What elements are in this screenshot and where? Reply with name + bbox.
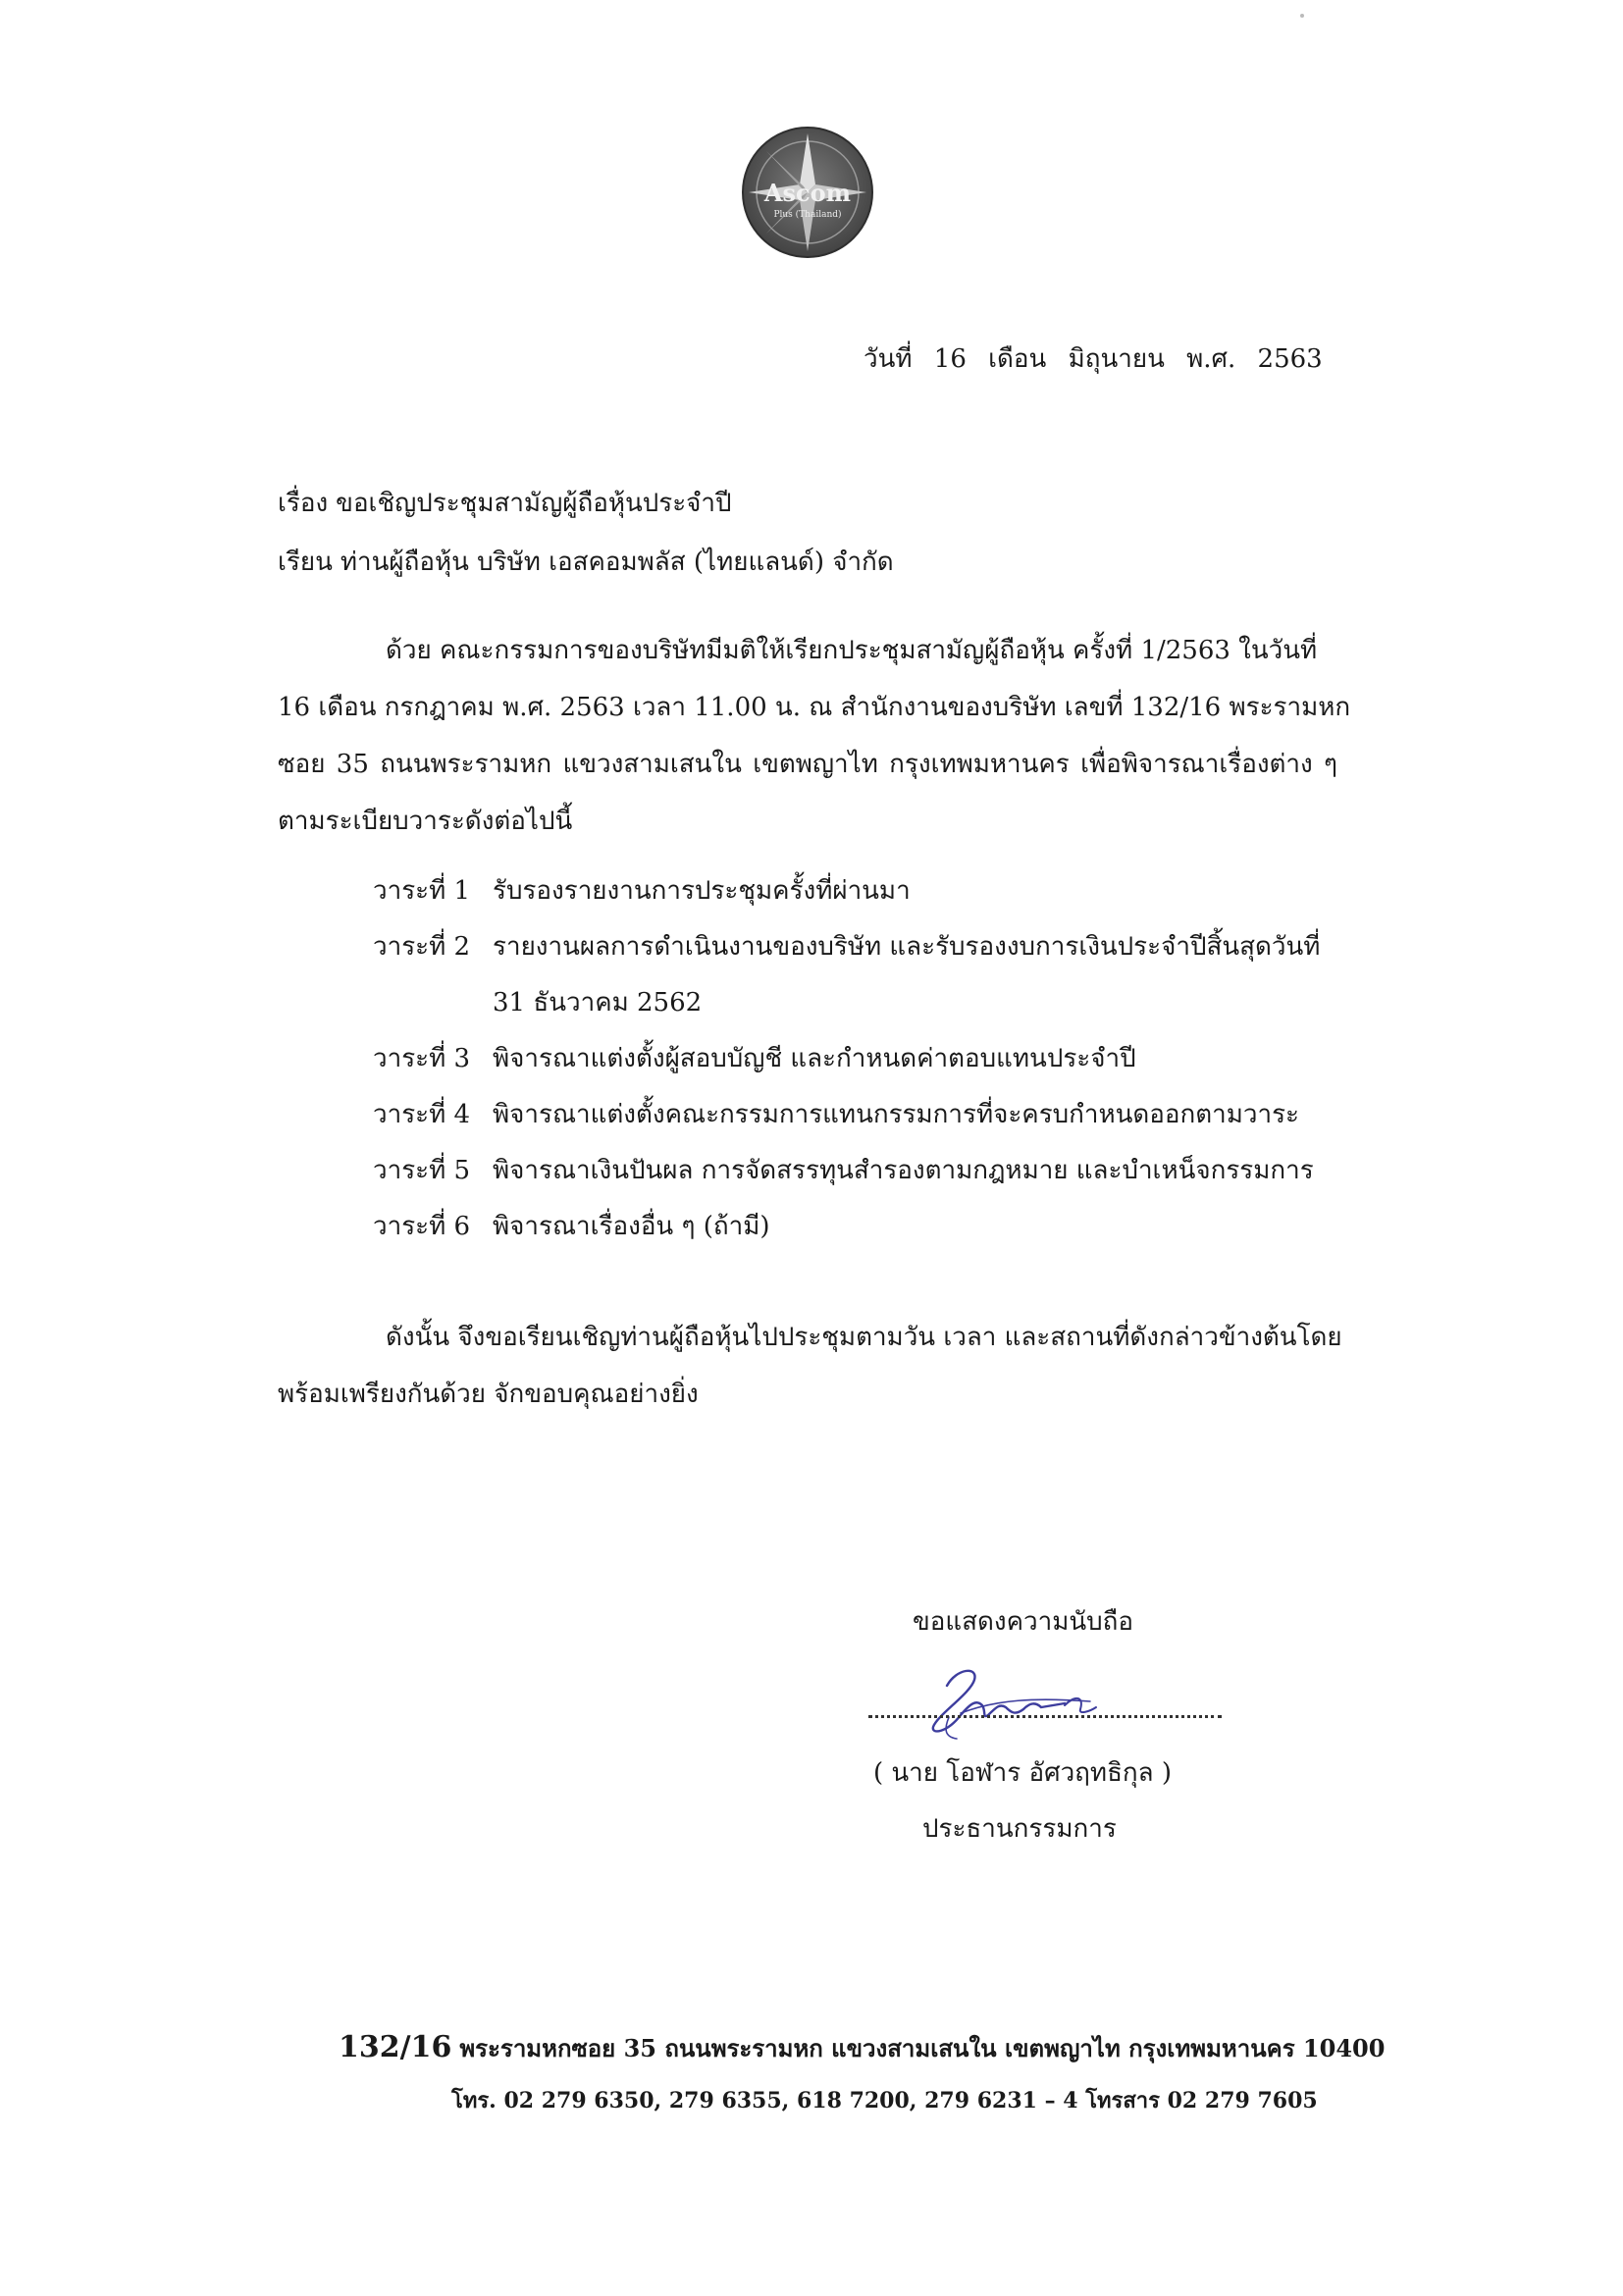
company-logo (741, 126, 874, 259)
date-month-label: เดือน (988, 344, 1047, 374)
agenda-number: วาระที่ 2 (373, 932, 471, 962)
scan-speck (1300, 14, 1304, 18)
closing-salutation: ขอแสดงความนับถือ (913, 1607, 1133, 1637)
date-day: 16 (933, 344, 967, 374)
agenda-item (373, 1087, 1354, 1143)
agenda-text: พิจารณาเงินปันผล การจัดสรรทุนสำรองตามกฎหมาย และบำเหน็จกรรมการ (493, 1156, 1314, 1185)
body-paragraph-1 (278, 622, 1351, 850)
agenda-number: วาระที่ 4 (373, 1100, 471, 1129)
paragraph-line: ดังนั้น จึงขอเรียนเชิญท่านผู้ถือหุ้นไปประชุมตามวัน เวลา และสถานที่ดังกล่าวข้างต้นโดย (386, 1323, 1342, 1352)
agenda-text: พิจารณาแต่งตั้งผู้สอบบัญชี และกำหนดค่าตอบแทนประจำปี (493, 1044, 1136, 1073)
date-year-label: พ.ศ. (1186, 344, 1236, 374)
agenda-item (373, 1143, 1354, 1199)
subject-label: เรื่อง (278, 489, 329, 518)
handwritten-signature (917, 1656, 1124, 1745)
agenda-list (373, 863, 1354, 1255)
agenda-text: รับรองรายงานการประชุมครั้งที่ผ่านมา (493, 876, 911, 906)
agenda-number: วาระที่ 3 (373, 1044, 471, 1073)
logo-text: Ascom (763, 179, 852, 207)
paragraph-line: ซอย 35 ถนนพระรามหก แขวงสามเสนใน เขตพญาไท กรุงเทพมหานคร เพื่อพิจารณาเรื่องต่าง ๆ (278, 750, 1337, 779)
logo-subtext: Plus (Thailand) (773, 210, 842, 220)
agenda-item (373, 1031, 1354, 1087)
footer-address (339, 2029, 1385, 2067)
date-day-label: วันที่ (864, 344, 913, 374)
agenda-text-continuation: 31 ธันวาคม 2562 (493, 988, 703, 1018)
recipient-text: ท่านผู้ถือหุ้น บริษัท เอสคอมพลัส (ไทยแลนด์) จำกัด (340, 548, 894, 577)
recipient-label: เรียน (278, 548, 333, 577)
date-line (864, 339, 1336, 379)
agenda-number: วาระที่ 5 (373, 1156, 471, 1185)
compass-logo-icon (741, 126, 874, 259)
agenda-number: วาระที่ 6 (373, 1212, 471, 1241)
paragraph-line: 16 เดือน กรกฎาคม พ.ศ. 2563 เวลา 11.00 น. ณ สำนักงานของบริษัท เลขที่ 132/16 พระรามหก (278, 693, 1351, 722)
body-paragraph-2 (278, 1309, 1342, 1423)
signer-name: ( นาย โอฬาร อัศวฤทธิกุล ) (873, 1758, 1173, 1788)
agenda-text: รายงานผลการดำเนินงานของบริษัท และรับรองงบการเงินประจำปีสิ้นสุดวันที่ (493, 932, 1321, 962)
recipient-line (278, 542, 894, 582)
signer-title: ประธานกรรมการ (922, 1814, 1117, 1844)
footer-phone: โทร. 02 279 6350, 279 6355, 618 7200, 279 6231 – 4 โทรสาร 02 279 7605 (451, 2088, 1318, 2113)
signature-line (868, 1715, 1222, 1718)
paragraph-line: ด้วย คณะกรรมการของบริษัทมีมติให้เรียกประชุมสามัญผู้ถือหุ้น ครั้งที่ 1/2563 ในวันที่ (386, 636, 1318, 665)
subject-text: ขอเชิญประชุมสามัญผู้ถือหุ้นประจำปี (336, 489, 732, 518)
paragraph-line: พร้อมเพรียงกันด้วย จักขอบคุณอย่างยิ่ง (278, 1380, 699, 1409)
agenda-text: พิจารณาเรื่องอื่น ๆ (ถ้ามี) (493, 1212, 770, 1241)
date-year: 2563 (1257, 344, 1323, 374)
agenda-item (373, 1199, 1354, 1255)
agenda-number: วาระที่ 1 (373, 876, 471, 906)
date-month: มิถุนายน (1068, 344, 1165, 374)
paragraph-line: ตามระเบียบวาระดังต่อไปนี้ (278, 807, 573, 836)
agenda-text: พิจารณาแต่งตั้งคณะกรรมการแทนกรรมการที่จะครบกำหนดออกตามวาระ (493, 1100, 1300, 1129)
footer-address-text: พระรามหกซอย 35 ถนนพระรามหก แขวงสามเสนใน เขตพญาไท กรุงเทพมหานคร 10400 (459, 2034, 1386, 2062)
agenda-item (373, 919, 1354, 975)
footer-address-number: 132/16 (339, 2030, 452, 2064)
agenda-item (373, 863, 1354, 919)
subject-line (278, 483, 732, 523)
